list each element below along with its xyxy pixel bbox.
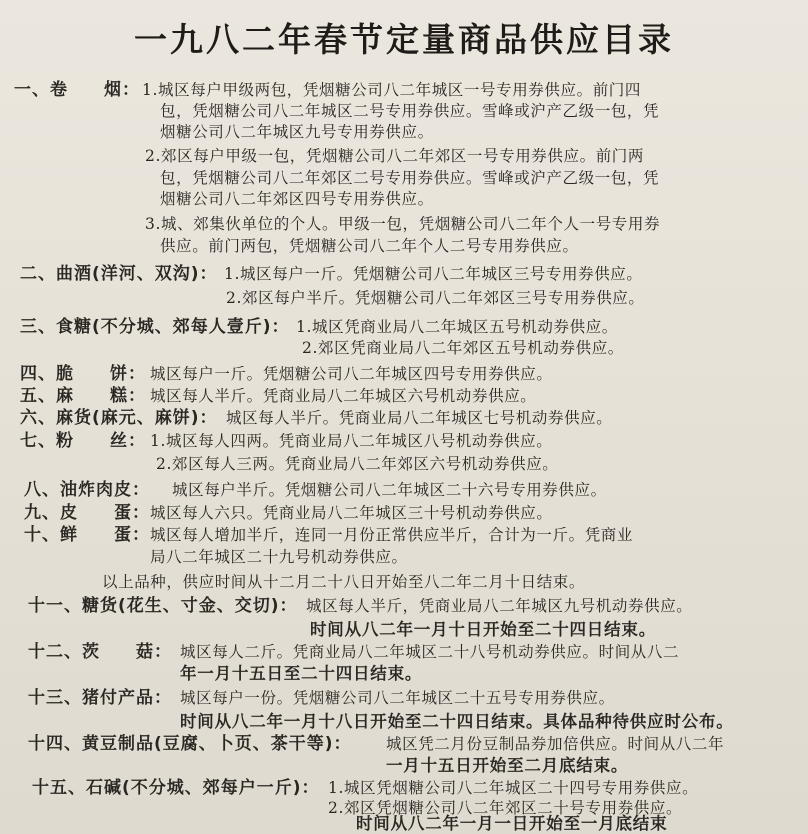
item-15-line-2: 2.郊区凭烟糖公司八二年郊区二十号专用券供应。 (328, 799, 683, 817)
item-1-line-5: 包，凭烟糖公司八二年郊区二号专用券供应。雪峰或沪产乙级一包，凭 (160, 169, 660, 187)
item-3-heading: 三、食糖(不分城、郊每人壹斤)： (20, 317, 290, 337)
item-13-heading: 十三、猪付产品： (28, 688, 172, 708)
item-15-heading: 十五、石碱(不分城、郊每户一斤)： (32, 778, 320, 798)
page-title: 一九八二年春节定量商品供应目录 (134, 20, 674, 59)
item-7-line-2: 2.郊区每人三两。凭商业局八二年郊区六号机动券供应。 (156, 455, 559, 473)
item-1-line-8: 供应。前门两包，凭烟糖公司八二年个人二号专用券供应。 (160, 237, 579, 255)
item-11-line-2: 时间从八二年一月十日开始至二十四日结束。 (310, 620, 656, 639)
item-8-heading: 八、油炸肉皮： (24, 480, 150, 500)
item-10-heading: 十、鲜 蛋： (24, 525, 150, 545)
item-15-line-1: 1.城区凭烟糖公司八二年城区二十四号专用券供应。 (328, 779, 699, 797)
item-12-line-2: 年一月十五日至二十四日结束。 (180, 664, 423, 683)
item-4-heading: 四、脆 饼： (20, 364, 146, 384)
item-1-line-6: 烟糖公司八二年郊区四号专用券供应。 (160, 190, 434, 208)
item-5-line-1: 城区每人半斤。凭商业局八二年城区六号机动券供应。 (150, 387, 537, 405)
item-4-line-1: 城区每户一斤。凭烟糖公司八二年城区四号专用券供应。 (150, 365, 553, 383)
item-14-line-2: 一月十五日开始至二月底结束。 (386, 756, 629, 775)
item-10-line-1: 城区每人增加半斤，连同一月份正常供应半斤，合计为一斤。凭商业 (150, 526, 634, 544)
item-11-line-1: 城区每人半斤，凭商业局八二年城区九号机动券供应。 (306, 597, 693, 615)
item-14-line-1: 城区凭二月份豆制品券加倍供应。时间从八二年 (386, 735, 725, 753)
item-3-line-1: 1.城区凭商业局八二年城区五号机动券供应。 (296, 318, 618, 336)
item-11-heading: 十一、糖货(花生、寸金、交切)： (28, 596, 298, 616)
item-8-line-1: 城区每户半斤。凭烟糖公司八二年城区二十六号专用券供应。 (172, 481, 607, 499)
item-1-line-4: 2.郊区每户甲级一包，凭烟糖公司八二年郊区一号专用券供应。前门两 (145, 147, 644, 165)
item-6-heading: 六、麻货(麻元、麻饼)： (20, 408, 218, 428)
item-7-heading: 七、粉 丝： (20, 431, 146, 451)
item-2-line-2: 2.郊区每户半斤。凭烟糖公司八二年郊区三号专用券供应。 (226, 289, 645, 307)
item-13-line-2: 时间从八二年一月十八日开始至二十四日结束。具体品种待供应时公布。 (180, 712, 734, 731)
item-3-line-2: 2.郊区凭商业局八二年郊区五号机动券供应。 (302, 339, 624, 357)
item-5-heading: 五、麻 糕： (20, 386, 146, 406)
item-1-heading: 一、卷 烟： (14, 80, 140, 100)
item-1-line-1: 1.城区每户甲级两包，凭烟糖公司八二年城区一号专用券供应。前门四 (142, 81, 641, 99)
item-15-line-3: 时间从八二年一月一日开始至一月底结束 (356, 814, 668, 833)
item-12-line-1: 城区每人二斤。凭商业局八二年城区二十八号机动券供应。时间从八二 (180, 643, 680, 661)
item-9-line-1: 城区每人六只。凭商业局八二年城区三十号机动券供应。 (150, 504, 553, 522)
item-10-line-2: 局八二年城区二十九号机动券供应。 (150, 548, 408, 566)
item-9-heading: 九、皮 蛋： (24, 503, 150, 523)
item-7-line-1: 1.城区每人四两。凭商业局八二年城区八号机动券供应。 (150, 432, 553, 450)
item-6-line-1: 城区每人半斤。凭商业局八二年城区七号机动券供应。 (226, 409, 613, 427)
item-1-line-7: 3.城、郊集伙单位的个人。甲级一包，凭烟糖公司八二年个人一号专用券 (145, 215, 661, 233)
item-2-line-1: 1.城区每户一斤。凭烟糖公司八二年城区三号专用券供应。 (224, 265, 643, 283)
item-13-line-1: 城区每户一份。凭烟糖公司八二年城区二十五号专用券供应。 (180, 689, 615, 707)
item-1-line-3: 烟糖公司八二年城区九号专用券供应。 (160, 123, 434, 141)
supply-period-note: 以上品种，供应时间从十二月二十八日开始至八二年二月十日结束。 (102, 573, 586, 591)
item-12-heading: 十二、茨 菇： (28, 642, 172, 662)
item-1-line-2: 包，凭烟糖公司八二年城区二号专用券供应。雪峰或沪产乙级一包，凭 (160, 102, 660, 120)
item-14-heading: 十四、黄豆制品(豆腐、卜页、茶干等)： (28, 734, 352, 754)
item-2-heading: 二、曲酒(洋河、双沟)： (20, 264, 218, 284)
